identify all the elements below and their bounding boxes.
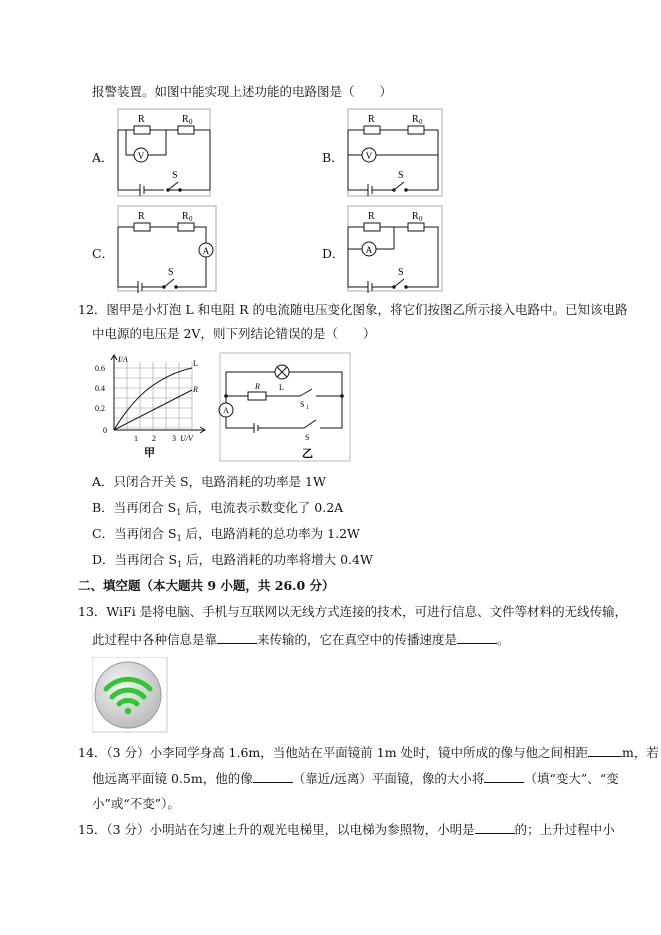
q12-line1: 12．图甲是小灯泡 L 和电阻 R 的电流随电压变化图象，将它们按图乙所示接入电路中。已知该电路 <box>78 302 628 317</box>
yi-switch1-label: S <box>300 400 305 409</box>
circuit-diagram-c <box>108 205 220 293</box>
q15-blank-1[interactable] <box>475 822 515 834</box>
ytick-0-4: 0.4 <box>95 384 105 393</box>
q12-option-d: D．当再闭合 $S_1$ 后，电路消耗的功率将增大 0.4W <box>92 552 373 569</box>
ytick-0-6: 0.6 <box>95 364 105 373</box>
circuit-a-meter-label: V <box>137 151 145 161</box>
q12-option-b: B．当再闭合 $S_1$ 后，电流表示数变化了 0.2A <box>92 500 344 517</box>
circuit-d-r-label: R <box>368 211 375 222</box>
xtick-1: 1 <box>134 434 138 443</box>
circuit-c-switch-label: S <box>168 267 174 278</box>
circuit-d-meter-label: A <box>365 245 373 255</box>
q14-blank-1[interactable] <box>588 745 622 757</box>
q14-line1: 14．（3 分）小李同学身高 1.6m，当他站在平面镜前 1m 处时，镜中所成的像与他之间相距 m，若 <box>78 745 659 760</box>
curve-r-label: R <box>193 385 198 394</box>
graph-caption: 甲 <box>144 447 155 459</box>
graph-ylabel: I/A <box>118 355 128 364</box>
q14-blank-2[interactable] <box>253 771 293 783</box>
svg-text:0: 0 <box>189 118 193 126</box>
q11-option-c-label: C． <box>92 246 115 261</box>
q13-blank-2[interactable] <box>457 632 497 644</box>
q14-line3: 小”或“不变”）。 <box>92 796 180 811</box>
q12-option-c: C．当再闭合 $S_1$ 后，电路消耗的总功率为 1.2W <box>92 526 360 543</box>
svg-text:1: 1 <box>306 405 309 411</box>
q14-blank-3[interactable] <box>484 771 524 783</box>
graph-xlabel: U/V <box>180 434 193 443</box>
circuit-b-meter-label: V <box>365 151 373 161</box>
section-2-title: 二、填空题（本大题共 9 小题，共 26.0 分） <box>78 578 335 593</box>
circuit-a-r0-label: R <box>182 114 189 125</box>
q13-blank-1[interactable] <box>217 632 257 644</box>
xtick-3: 3 <box>172 434 176 443</box>
yi-ammeter-label: A <box>223 406 229 415</box>
yi-switch2-label: S <box>305 433 310 442</box>
circuit-diagram-yi <box>212 352 352 462</box>
xtick-2: 2 <box>152 434 156 443</box>
circuit-a-switch-label: S <box>172 170 178 181</box>
q12-line2: 中电源的电压是 2V，则下列结论错误的是（ ） <box>92 326 376 341</box>
yi-resistor-label: R <box>255 382 260 391</box>
circuit-diagram-b <box>338 108 446 198</box>
iu-graph-jia <box>92 352 212 462</box>
q11-option-d-label: D． <box>322 246 345 261</box>
svg-text:0: 0 <box>419 118 423 126</box>
circuit-b-switch-label: S <box>398 170 404 181</box>
q11-tail-text: 报警装置。如图中能实现上述功能的电路图是（ ） <box>92 84 393 99</box>
circuit-c-r-label: R <box>138 211 145 222</box>
ytick-0: 0 <box>103 426 107 435</box>
svg-text:0: 0 <box>189 215 193 223</box>
circuit-b-r0-label: R <box>412 114 419 125</box>
svg-text:0: 0 <box>419 215 423 223</box>
q11-option-a-label: A． <box>92 150 114 165</box>
q13-line1: 13．WiFi 是将电脑、手机与互联网以无线方式连接的技术，可进行信息、文件等材料的无线传输， <box>78 604 628 619</box>
circuit-d-r0-label: R <box>412 211 419 222</box>
circuit-diagram-a <box>108 108 214 198</box>
q13-line2: 此过程中各种信息是靠 来传输的，它在真空中的传播速度是 。 <box>92 632 510 647</box>
q15-line1: 15．（3 分）小明站在匀速上升的观光电梯里，以电梯为参照物，小明是 的；上升过程中小 <box>78 822 615 837</box>
circuit-d-switch-label: S <box>398 267 404 278</box>
ytick-0-2: 0.2 <box>95 404 105 413</box>
circuit-diagram-d <box>338 205 446 293</box>
q14-line2: 他远离平面镜 0.5m，他的像 （靠近/远离）平面镜，像的大小将 （填“变大”、“变 <box>92 771 619 786</box>
circuit-c-meter-label: A <box>202 246 210 256</box>
curve-l-label: L <box>193 359 198 368</box>
circuit-c-r0-label: R <box>182 211 189 222</box>
circuit-b-r-label: R <box>368 114 375 125</box>
wifi-image <box>92 657 168 733</box>
circuit-a-r-label: R <box>138 114 145 125</box>
q12-option-a: A．只闭合开关 S，电路消耗的功率是 1W <box>92 474 326 489</box>
yi-lamp-label: L <box>279 383 284 392</box>
q11-option-b-label: B． <box>322 150 344 165</box>
yi-caption: 乙 <box>302 448 313 460</box>
